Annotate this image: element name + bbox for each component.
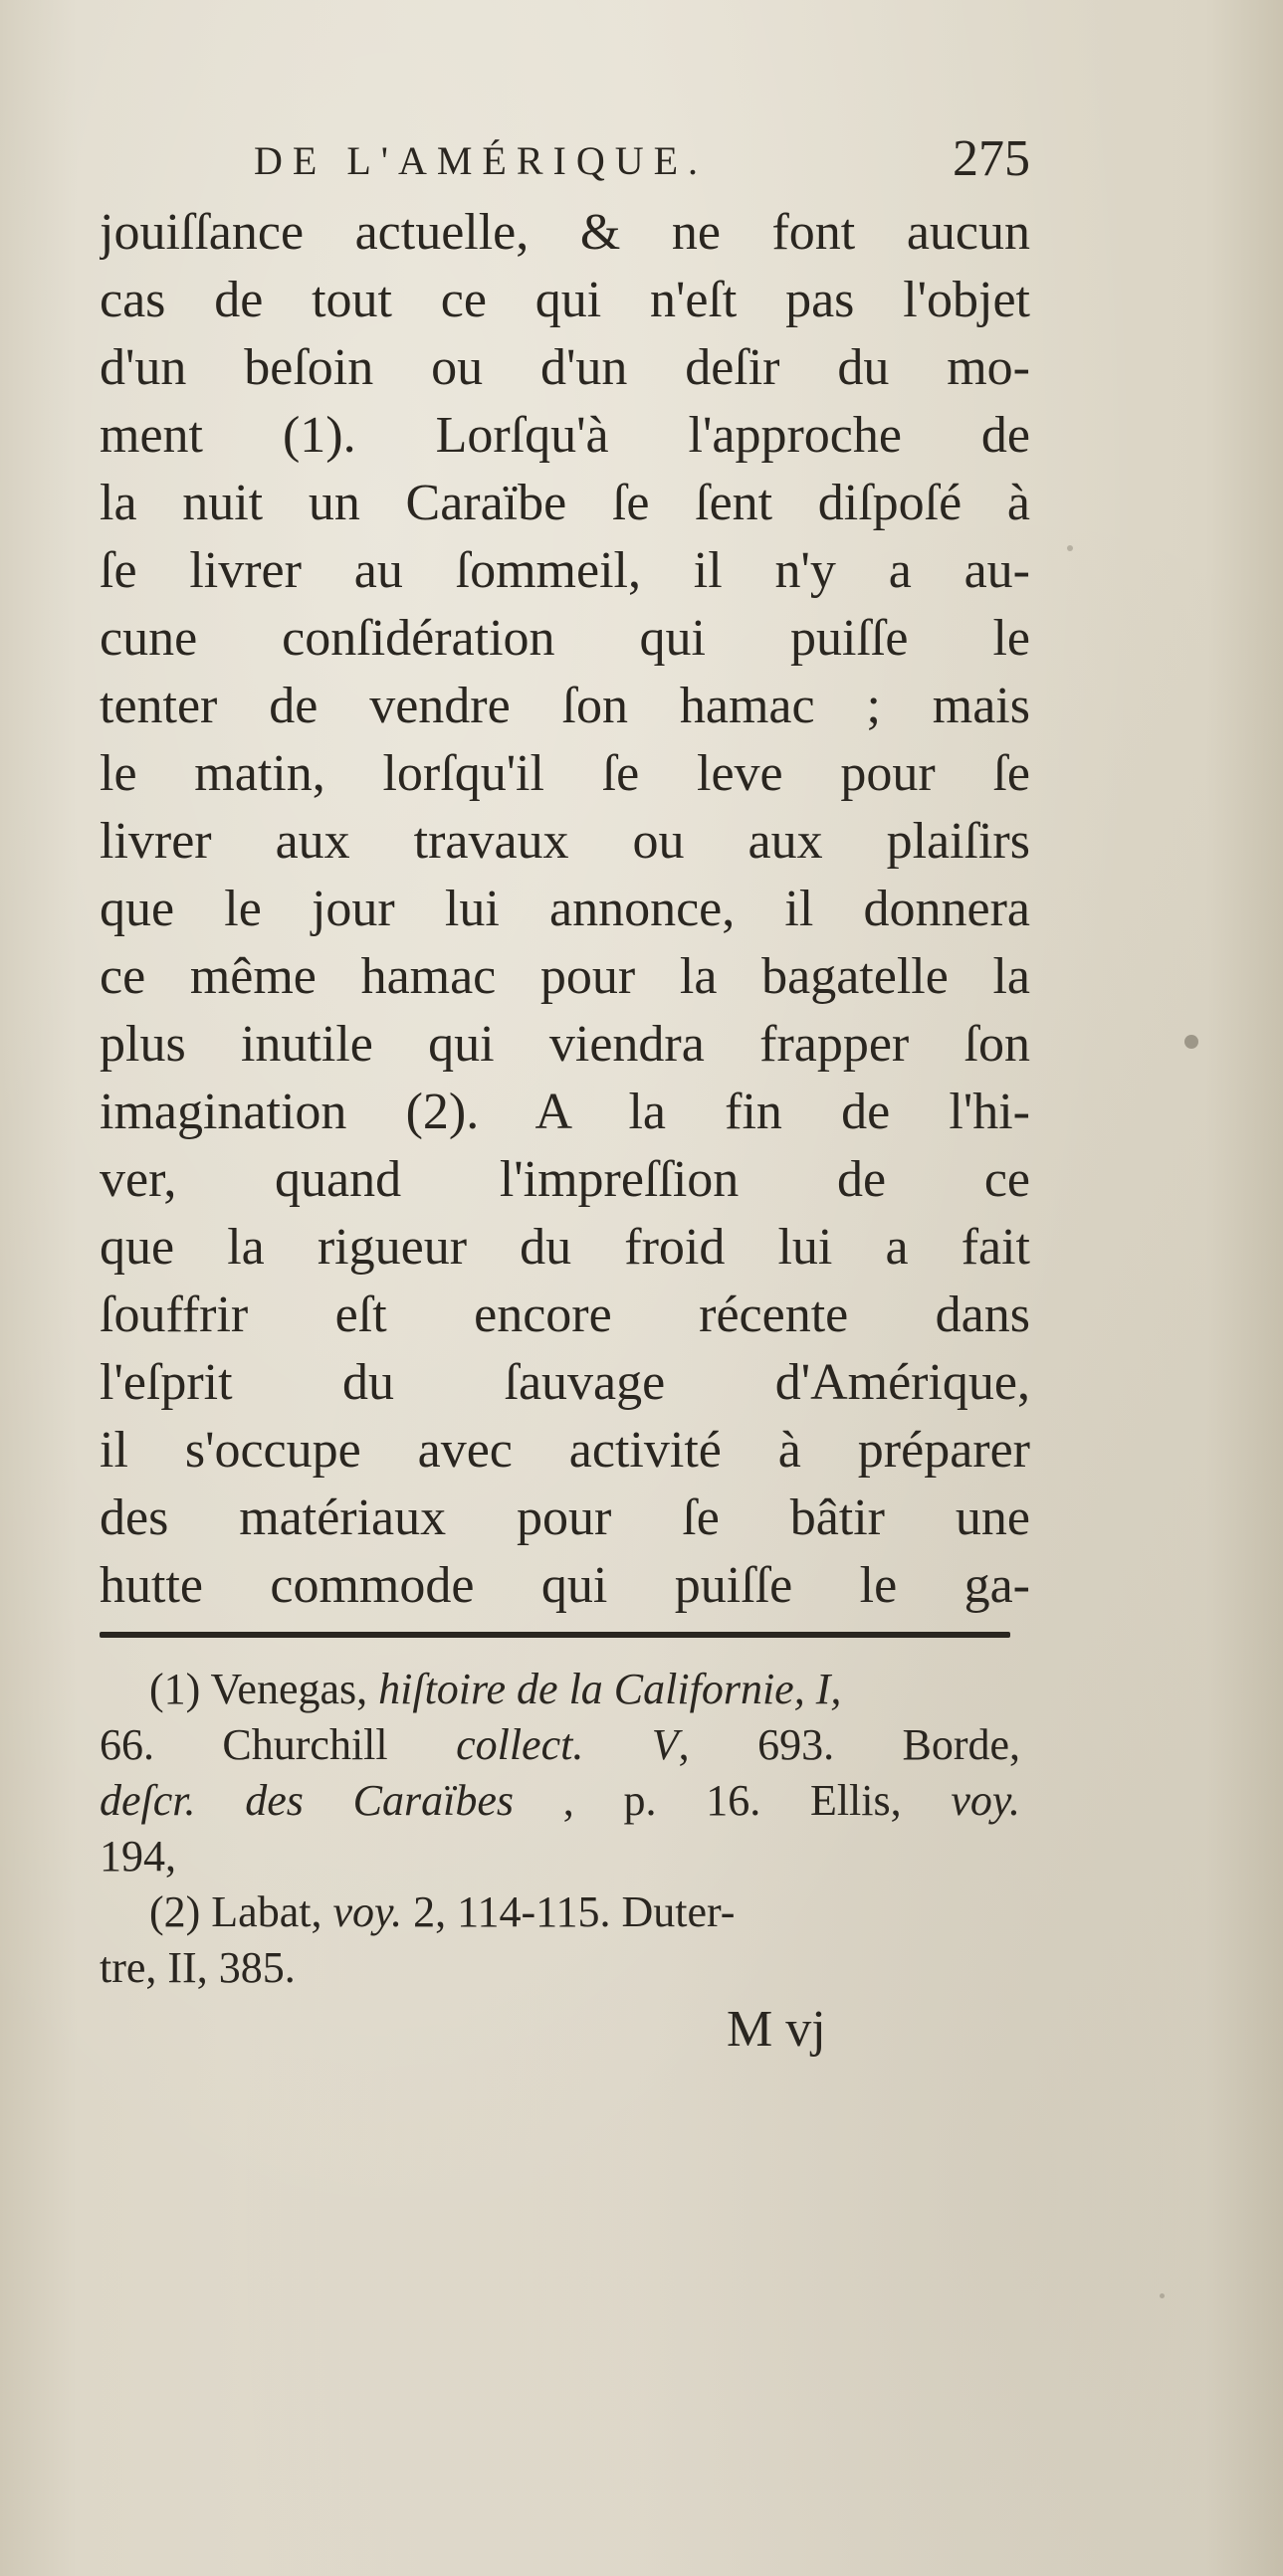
footnote-2-line — [100, 1884, 1020, 1940]
footnote-2-work: voy. — [332, 1887, 403, 1936]
text-line: hutte commode qui puiſſe le ga- — [100, 1557, 1030, 1614]
main-text — [100, 199, 1030, 1620]
footnote-1-text: 194, — [100, 1832, 176, 1881]
footnote-1-line — [100, 1662, 1020, 1717]
footnote-1-line — [100, 1773, 1020, 1829]
text-line: ce même hamac pour la bagatelle la — [100, 948, 1030, 1005]
running-head-title: DE L'AMÉRIQUE. — [254, 138, 709, 183]
ink-spot — [1160, 2293, 1165, 2298]
footnote-2-text: tre, II, 385. — [100, 1943, 296, 1992]
text-line: ver, quand l'impreſſion de ce — [100, 1151, 1030, 1208]
text-line: il s'occupe avec activité à préparer — [100, 1422, 1030, 1479]
text-line: livrer aux travaux ou aux plaiſirs — [100, 813, 1030, 870]
running-head — [100, 119, 1030, 199]
footnote-1-work: hiſtoire de la Californie, I, — [378, 1665, 842, 1713]
footnotes — [100, 1662, 1020, 1996]
text-line: ment (1). Lorſqu'à l'approche de — [100, 407, 1030, 464]
page-number: 275 — [953, 130, 1030, 187]
text-line: que la rigueur du froid lui a fait — [100, 1219, 1030, 1276]
footnote-1-marker: (1) Venegas, — [149, 1665, 368, 1713]
footnote-2-text: 2, 114-115. Duter- — [413, 1887, 736, 1936]
footnote-1-work: collect. V — [456, 1720, 679, 1769]
footnote-1-text: , 693. Borde, — [678, 1720, 1020, 1769]
footnote-2-text: (2) Labat, — [149, 1887, 322, 1936]
text-line: jouiſſance actuelle, & ne font aucun — [100, 204, 1030, 261]
text-line: que le jour lui annonce, il donnera — [100, 881, 1030, 937]
text-line: imagination (2). A la fin de l'hi- — [100, 1084, 1030, 1140]
text-line: tenter de vendre ſon hamac ; mais — [100, 678, 1030, 734]
ink-spot — [1067, 545, 1073, 551]
ink-spot — [1184, 1035, 1198, 1049]
footnote-rule — [100, 1632, 1010, 1638]
text-line: la nuit un Caraïbe ſe ſent diſpoſé à — [100, 475, 1030, 531]
text-line: l'eſprit du ſauvage d'Amérique, — [100, 1354, 1030, 1411]
text-line: d'un beſoin ou d'un deſir du mo- — [100, 339, 1030, 396]
text-line: plus inutile qui viendra frapper ſon — [100, 1016, 1030, 1073]
footnote-1-work: voy. — [951, 1776, 1020, 1825]
footnote-1-work: deſcr. des Caraïbes — [100, 1776, 514, 1825]
text-line: cas de tout ce qui n'eſt pas l'objet — [100, 272, 1030, 328]
text-line: ſouffrir eſt encore récente dans — [100, 1287, 1030, 1343]
footnote-1-text: 66. Churchill — [100, 1720, 388, 1769]
signature-mark: M vj — [727, 2001, 826, 2058]
text-line: des matériaux pour ſe bâtir une — [100, 1489, 1030, 1546]
text-line: le matin, lorſqu'il ſe leve pour ſe — [100, 745, 1030, 802]
footnote-2-line — [100, 1940, 1020, 1996]
footnote-1-text: , p. 16. Ellis, — [562, 1776, 902, 1825]
footnote-1-line — [100, 1717, 1020, 1773]
footnote-1-line — [100, 1829, 1020, 1884]
text-line: ſe livrer au ſommeil, il n'y a au- — [100, 542, 1030, 599]
text-line: cune conſidération qui puiſſe le — [100, 610, 1030, 667]
